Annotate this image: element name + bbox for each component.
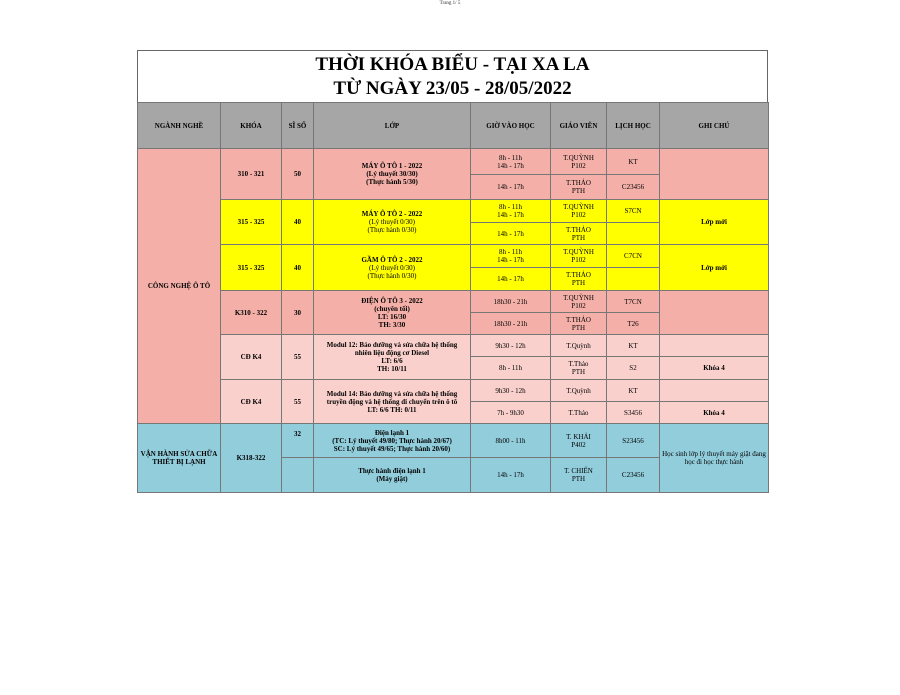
page-number: Trang 1/ 5: [439, 1, 461, 6]
si-so-cell: 32: [282, 424, 314, 458]
khoa-cell: K310 - 322: [221, 291, 282, 335]
gv-cell: [551, 175, 607, 200]
gv-cell: [551, 200, 607, 223]
nganh-cell-lanh: VẬN HÀNH SỬA CHỮA THIẾT BỊ LẠNH: [138, 424, 221, 493]
gio-line: 14h - 17h: [497, 211, 524, 219]
lop-line: TH: 3/30: [378, 320, 406, 329]
ghi-chu-cell: [660, 291, 769, 335]
gv-line: T.Thảo: [568, 360, 589, 368]
lop-line: (chuyên tối): [374, 304, 410, 313]
lich-cell: T26: [607, 313, 660, 335]
header-ghi-chu: GHI CHÚ: [660, 103, 769, 149]
ghi-chu-cell: Lớp mới: [660, 245, 769, 291]
gv-line: T.QUỲNH: [563, 293, 594, 302]
lop-line: (Thực hành 5/30): [366, 178, 418, 186]
gv-line: T.QUỲNH: [563, 153, 594, 162]
gv-line: P102: [571, 256, 586, 264]
table-row: [138, 200, 769, 223]
gv-cell: [551, 291, 607, 313]
gv-cell: [551, 424, 607, 458]
si-so-cell: 55: [282, 380, 314, 424]
gv-cell: [551, 223, 607, 245]
gio-line: 8h - 11h: [498, 248, 523, 256]
header-gio-vao-hoc: GIỜ VÀO HỌC: [471, 103, 551, 149]
khoa-cell: CĐ K4: [221, 380, 282, 424]
gv-cell: [551, 313, 607, 335]
gv-line: PTH: [571, 279, 586, 287]
gio-cell: [471, 149, 551, 175]
gio-cell: 9h30 - 12h: [471, 380, 551, 402]
lich-cell: S23456: [607, 424, 660, 458]
gio-cell: 14h - 17h: [471, 268, 551, 291]
gio-line: 14h - 17h: [497, 256, 524, 264]
gio-cell: [471, 200, 551, 223]
title-box: [137, 50, 768, 102]
gv-cell: T.Quỳnh: [551, 380, 607, 402]
gio-cell: 9h30 - 12h: [471, 335, 551, 357]
gv-cell: [551, 268, 607, 291]
gv-cell: [551, 149, 607, 175]
ghi-chu-cell: Lớp mới: [660, 200, 769, 245]
table-row: [138, 291, 769, 313]
lop-line: MÁY Ô TÔ 2 - 2022: [361, 210, 423, 218]
lop-line: Modul 14: Bảo dưỡng và sửa chữa hệ thống: [326, 389, 458, 398]
gv-line: T.QUỲNH: [563, 203, 594, 211]
si-so-cell: 50: [282, 149, 314, 200]
lich-cell: S2: [607, 357, 660, 380]
lop-line: Thực hành điện lạnh 1: [358, 467, 426, 475]
gv-line: P102: [571, 211, 586, 219]
lop-line: LT: 16/30: [377, 312, 407, 321]
lop-cell: [314, 335, 471, 380]
lop-cell: [314, 245, 471, 291]
gv-cell: [551, 357, 607, 380]
header-lop: LỚP: [314, 103, 471, 149]
gio-line: 8h - 11h: [498, 203, 523, 211]
khoa-cell: 315 - 325: [221, 245, 282, 291]
ghi-chu-cell: Khóa 4: [660, 357, 769, 380]
lop-line: (TC: Lý thuyết 49/80; Thực hành 20/67): [332, 436, 452, 445]
lop-line: LT: 6/6: [381, 357, 403, 365]
lich-cell: S7CN: [607, 200, 660, 223]
gio-line: 8h - 11h: [498, 153, 523, 162]
gv-line: PTH: [571, 187, 586, 195]
lich-cell: C7CN: [607, 245, 660, 268]
gv-line: PTH: [571, 475, 586, 483]
gv-line: T.THẢO: [566, 179, 591, 187]
gv-line: T.THẢO: [566, 315, 591, 324]
gv-line: P102: [571, 161, 586, 170]
gv-line: T.THẢO: [566, 271, 591, 279]
gv-line: T.QUỲNH: [563, 248, 594, 256]
gio-line: 14h - 17h: [497, 161, 524, 170]
ghi-chu-cell: [660, 335, 769, 357]
gv-line: P402: [571, 440, 586, 449]
gio-cell: 18h30 - 21h: [471, 291, 551, 313]
table-row: [138, 335, 769, 357]
ghi-chu-cell: Học sinh lớp lý thuyết máy giặt đang học đi học thực hành: [660, 424, 769, 493]
lop-line: MÁY Ô TÔ 1 - 2022: [361, 162, 423, 170]
gv-line: T. CHIẾN: [564, 467, 593, 475]
gv-cell: [551, 458, 607, 493]
gv-cell: [551, 245, 607, 268]
gio-cell: 8h00 - 11h: [471, 424, 551, 458]
khoa-cell: K318-322: [221, 424, 282, 493]
table-row: [138, 380, 769, 402]
lop-line: GẦM Ô TÔ 2 - 2022: [361, 255, 423, 264]
gv-line: PTH: [571, 233, 586, 242]
lich-cell: [607, 223, 660, 245]
timetable-sheet: [137, 50, 768, 493]
gio-cell: 14h - 17h: [471, 458, 551, 493]
gv-cell: T.Quỳnh: [551, 335, 607, 357]
si-so-cell: 40: [282, 200, 314, 245]
gio-cell: 7h - 9h30: [471, 402, 551, 424]
lich-cell: C23456: [607, 458, 660, 493]
lop-line: nhiên liệu động cơ Diesel: [354, 349, 430, 357]
lop-cell: [314, 200, 471, 245]
header-row: [138, 103, 769, 149]
lich-cell: T7CN: [607, 291, 660, 313]
lop-cell: [314, 458, 471, 493]
lich-cell: KT: [607, 149, 660, 175]
lop-line: ĐIỆN Ô TÔ 3 - 2022: [361, 296, 423, 305]
lich-cell: [607, 268, 660, 291]
lop-line: Điện lạnh 1: [374, 428, 410, 437]
si-so-cell: 30: [282, 291, 314, 335]
nganh-cell-oto: CÔNG NGHỆ Ô TÔ: [138, 149, 221, 424]
header-nganh-nghe: NGÀNH NGHỀ: [138, 103, 221, 149]
table-row: [138, 149, 769, 175]
title-line-1: THỜI KHÓA BIỂU - TẠI XA LA: [315, 54, 590, 75]
lop-line: TH: 10/11: [377, 365, 407, 373]
si-so-cell: 55: [282, 335, 314, 380]
si-so-cell: [282, 458, 314, 493]
si-so-cell: 40: [282, 245, 314, 291]
header-si-so: SĨ SỐ: [282, 103, 314, 149]
lop-line: (Lý thuyết 0/30): [369, 263, 415, 272]
lop-line: LT: 6/6 TH: 0/11: [367, 405, 417, 414]
ghi-chu-cell: Khóa 4: [660, 402, 769, 424]
table-row: [138, 245, 769, 268]
gio-cell: 14h - 17h: [471, 175, 551, 200]
lop-line: truyền động và hệ thống di chuyển trên ô tô: [326, 397, 458, 406]
khoa-cell: 310 - 321: [221, 149, 282, 200]
table-row: [138, 424, 769, 458]
lich-cell: KT: [607, 380, 660, 402]
lop-cell: [314, 291, 471, 335]
lop-line: (Lý thuyết 30/30): [366, 170, 418, 178]
lop-line: SC: Lý thuyết 49/65; Thực hành 20/60): [333, 444, 451, 453]
lop-cell: [314, 424, 471, 458]
lop-line: (Thực hành 0/30): [367, 226, 417, 234]
timetable: [137, 102, 769, 493]
gio-cell: 8h - 11h: [471, 357, 551, 380]
header-khoa: KHÓA: [221, 103, 282, 149]
gio-cell: [471, 245, 551, 268]
gv-line: P102: [571, 301, 586, 310]
header-giao-vien: GIÁO VIÊN: [551, 103, 607, 149]
lop-line: (Thực hành 0/30): [367, 271, 417, 280]
gv-cell: T.Thảo: [551, 402, 607, 424]
gv-line: PTH: [571, 368, 586, 376]
lich-cell: S3456: [607, 402, 660, 424]
header-lich-hoc: LỊCH HỌC: [607, 103, 660, 149]
title-line-2: TỪ NGÀY 23/05 - 28/05/2022: [333, 78, 572, 99]
ghi-chu-cell: [660, 380, 769, 402]
lich-cell: KT: [607, 335, 660, 357]
gio-cell: 18h30 - 21h: [471, 313, 551, 335]
khoa-cell: CĐ K4: [221, 335, 282, 380]
ghi-chu-cell: [660, 149, 769, 200]
gio-cell: 14h - 17h: [471, 223, 551, 245]
lop-line: (Lý thuyết 0/30): [369, 218, 415, 226]
lop-line: Modul 12: Bảo dưỡng và sửa chữa hệ thống: [326, 341, 458, 349]
khoa-cell: 315 - 325: [221, 200, 282, 245]
lop-cell: [314, 380, 471, 424]
lop-line: (Máy giặt): [376, 475, 408, 483]
lop-cell: [314, 149, 471, 200]
lich-cell: C23456: [607, 175, 660, 200]
gv-line: T.THẢO: [566, 225, 591, 234]
gv-line: PTH: [571, 323, 586, 332]
gv-line: T. KHẢI: [566, 432, 591, 441]
